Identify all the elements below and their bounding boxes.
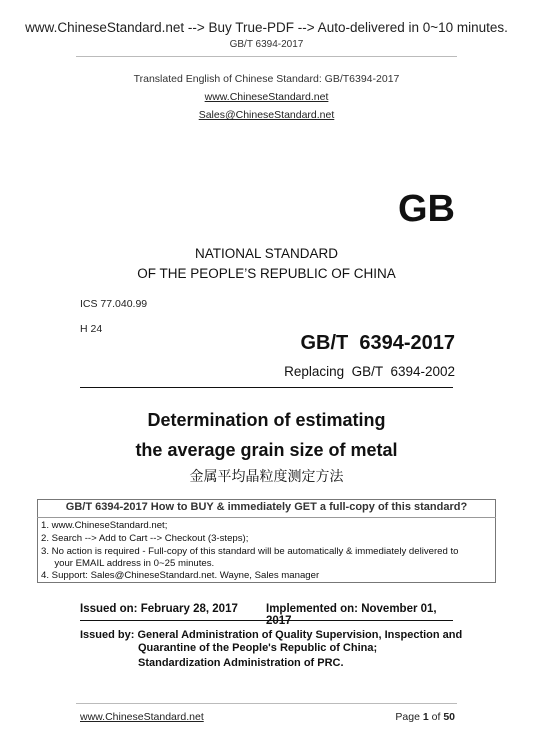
ics-code: ICS 77.040.99 [80,298,148,310]
website-link-wrap [0,91,533,103]
national-standard-heading: NATIONAL STANDARD [194,246,338,261]
issued-date: Issued on: February 28, 2017 [80,603,238,615]
document-title-line2: the average grain size of metal [135,440,398,460]
issuer-line-2: Quarantine of the People's Republic of China; [138,642,378,654]
implemented-date: Implemented on: November 01, 2017 [266,603,437,627]
footer-divider [76,703,457,704]
country-heading: OF THE PEOPLE’S REPUBLIC OF CHINA [137,266,396,281]
buy-step-1: 1. www.ChineseStandard.net; [41,520,168,531]
translation-note: Translated English of Chinese Standard: GB/T6394-2017 [133,73,400,85]
page-mid: of [428,711,444,723]
page-current: 1 [422,711,429,723]
header-divider [76,56,457,57]
dates-divider [80,620,453,621]
buy-info-divider [37,517,496,518]
email-link-wrap [0,109,533,121]
page-total: 50 [443,711,455,723]
email-link[interactable]: Sales@ChineseStandard.net [198,109,335,121]
page-prefix: Page [395,711,423,723]
buy-step-3: 3. No action is required - Full-copy of this standard will be automatically & immediately delivered to [41,546,459,557]
buy-info-heading: GB/T 6394-2017 How to BUY & immediately GET a full-copy of this standard? [65,501,468,513]
buy-step-2: 2. Search --> Add to Cart --> Checkout (3-steps); [41,533,249,544]
document-title-line1: Determination of estimating [147,410,386,430]
footer-website-link[interactable]: www.ChineseStandard.net [80,711,204,723]
buy-step-4: 4. Support: Sales@ChineseStandard.net. Wayne, Sales manager [41,570,320,581]
header-standard-code: GB/T 6394-2017 [229,39,304,50]
website-link[interactable]: www.ChineseStandard.net [204,91,329,103]
page-indicator [395,711,455,723]
gb-mark: GB [398,188,455,230]
issuer-line-3: Standardization Administration of PRC. [138,657,344,669]
replacing-note: Replacing GB/T 6394-2002 [284,364,455,379]
document-title-chinese: 金属平均晶粒度测定方法 [189,469,344,485]
standard-number: GB/T 6394-2017 [300,332,455,354]
dates-row [80,603,453,627]
issuer-line-1: Issued by: General Administration of Quality Supervision, Inspection and [80,629,463,641]
title-divider [80,387,453,388]
top-banner: www.ChineseStandard.net --> Buy True-PDF --> Auto-delivered in 0~10 minutes. [25,20,508,35]
buy-step-3-continued: your EMAIL address in 0~25 minutes. [41,558,215,569]
h-code: H 24 [80,323,103,335]
